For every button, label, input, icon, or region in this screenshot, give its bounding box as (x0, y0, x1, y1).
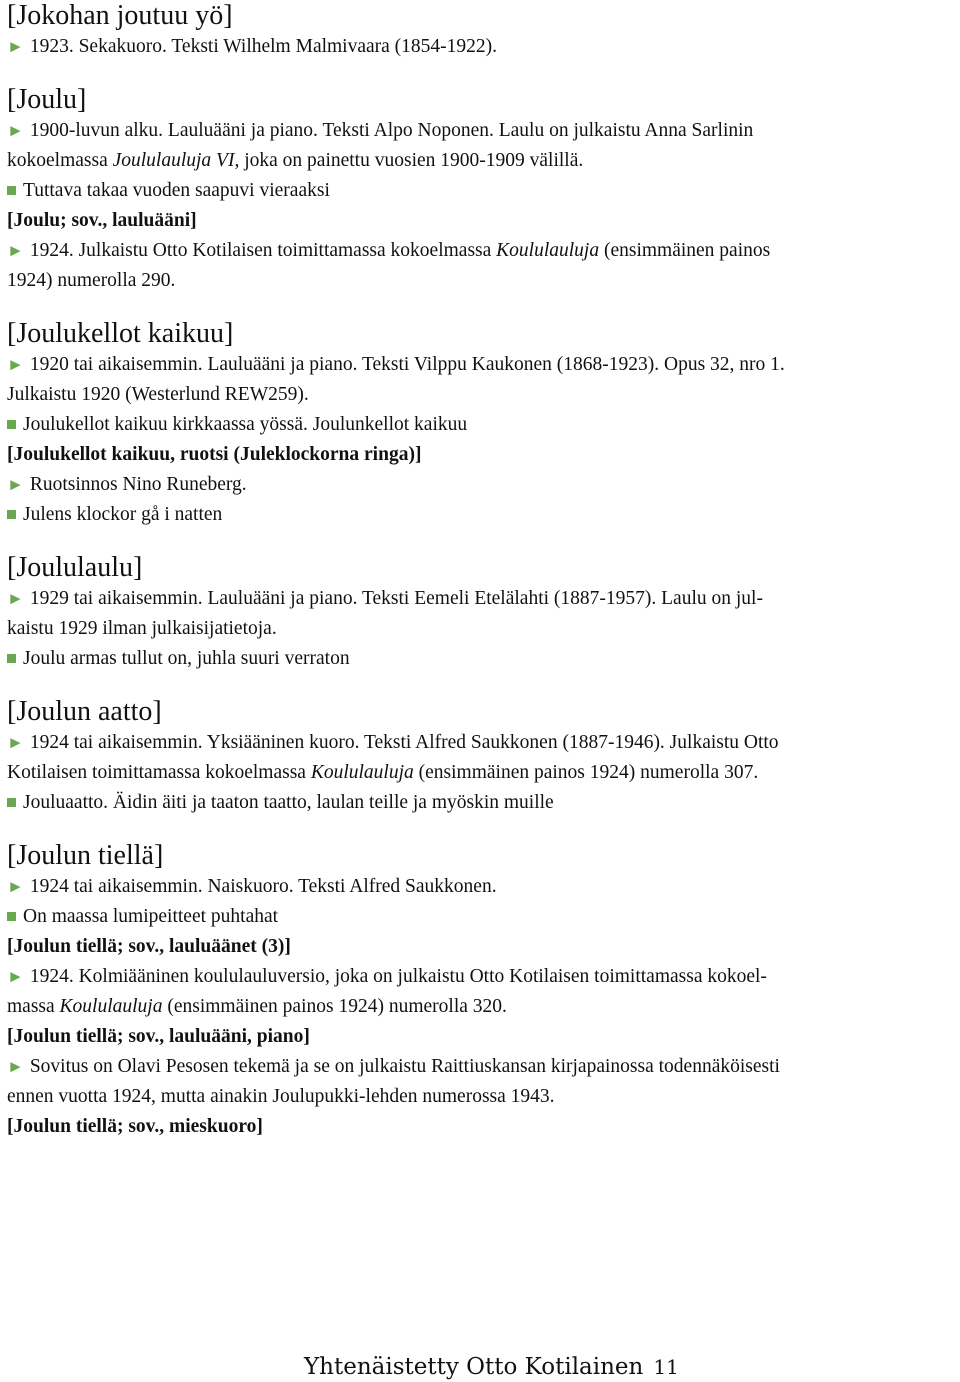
entry-title: [Joulu] (7, 84, 87, 115)
square-icon (7, 912, 16, 921)
square-icon (7, 420, 16, 429)
entry-note: ► 1924 tai aikaisemmin. Naiskuoro. Teksti Alfred Saukkonen. (7, 876, 497, 897)
page-footer (304, 1352, 679, 1382)
square-icon (7, 654, 16, 663)
square-icon (7, 186, 16, 195)
entry-title: [Joulun aatto] (7, 696, 162, 727)
document-body (7, 0, 955, 1142)
version-title: [Joulun tiellä; sov., mieskuoro] (7, 1116, 263, 1137)
entry-title: [Joulukellot kaikuu] (7, 318, 234, 349)
triangle-right-icon: ► (7, 1057, 24, 1076)
footer-title: Yhtenäistetty Otto Kotilainen (304, 1354, 644, 1380)
version-title: [Joulu; sov., lauluääni] (7, 210, 197, 231)
entry (7, 696, 955, 818)
triangle-right-icon: ► (7, 733, 24, 752)
triangle-right-icon: ► (7, 37, 24, 56)
square-icon (7, 798, 16, 807)
triangle-right-icon: ► (7, 121, 24, 140)
page-number: 11 (653, 1355, 679, 1379)
first-line: Julens klockor gå i natten (7, 500, 955, 530)
entry (7, 840, 955, 1142)
entry-title: [Jokohan joutuu yö] (7, 0, 233, 31)
triangle-right-icon: ► (7, 241, 24, 260)
triangle-right-icon: ► (7, 475, 24, 494)
entry-note: ► 1900-luvun alku. Lauluääni ja piano. Teksti Alpo Noponen. Laulu on julkaistu Anna Sarlinin kokoelmassa Joululauluja VI, joka on painettu vuosien 1900-1909 välillä. (7, 120, 754, 171)
version-note: ► Ruotsinnos Nino Runeberg. (7, 474, 247, 495)
entry-note: ► 1929 tai aikaisemmin. Lauluääni ja piano. Teksti Eemeli Etelälahti (1887-1957). Laulu on jul- kaistu 1929 ilman julkaisijatietoja. (7, 588, 763, 639)
entry-title: [Joululaulu] (7, 552, 143, 583)
version-note: ► Sovitus on Olavi Pesosen tekemä ja se on julkaistu Raittiuskansan kirjapainossa todennäköisesti ennen vuotta 1924, mutta ainakin Joulupukki-lehden numerossa 1943. (7, 1056, 780, 1107)
entry-note: ► 1923. Sekakuoro. Teksti Wilhelm Malmivaara (1854-1922). (7, 36, 498, 57)
version-title: [Joulun tiellä; sov., lauluääni, piano] (7, 1026, 310, 1047)
first-line: Tuttava takaa vuoden saapuvi vieraaksi (7, 176, 955, 206)
entry-title: [Joulun tiellä] (7, 840, 164, 871)
version-note: ► 1924. Kolmiääninen koululauluversio, joka on julkaistu Otto Kotilaisen toimittamassa kokoel- massa Koululauluja (ensimmäinen painos 1924) numerolla 320. (7, 966, 767, 1017)
first-line: Joulukellot kaikuu kirkkaassa yössä. Joulunkellot kaikuu (7, 410, 955, 440)
square-icon (7, 510, 16, 519)
entry-note: ► 1924 tai aikaisemmin. Yksiääninen kuoro. Teksti Alfred Saukkonen (1887-1946). Julkaistu Otto Kotilaisen toimittamassa kokoelmassa Koululauluja (ensimmäinen painos 1924) numerolla 307. (7, 732, 779, 783)
version-title: [Joulun tiellä; sov., lauluäänet (3)] (7, 936, 291, 957)
first-line: Jouluaatto. Äidin äiti ja taaton taatto, laulan teille ja myöskin muille (7, 788, 955, 818)
triangle-right-icon: ► (7, 589, 24, 608)
entry (7, 318, 955, 530)
version-title: [Joulukellot kaikuu, ruotsi (Juleklockorna ringa)] (7, 444, 422, 465)
entry (7, 552, 955, 674)
entry (7, 84, 955, 296)
entry-note: ► 1920 tai aikaisemmin. Lauluääni ja piano. Teksti Vilppu Kaukonen (1868-1923). Opus 32, nro 1. Julkaistu 1920 (Westerlund REW259). (7, 354, 785, 405)
triangle-right-icon: ► (7, 967, 24, 986)
triangle-right-icon: ► (7, 355, 24, 374)
triangle-right-icon: ► (7, 877, 24, 896)
entry (7, 0, 955, 62)
version-note: ► 1924. Julkaistu Otto Kotilaisen toimittamassa kokoelmassa Koululauluja (ensimmäinen painos 1924) numerolla 290. (7, 240, 771, 291)
first-line: Joulu armas tullut on, juhla suuri verraton (7, 644, 955, 674)
first-line: On maassa lumipeitteet puhtahat (7, 902, 955, 932)
